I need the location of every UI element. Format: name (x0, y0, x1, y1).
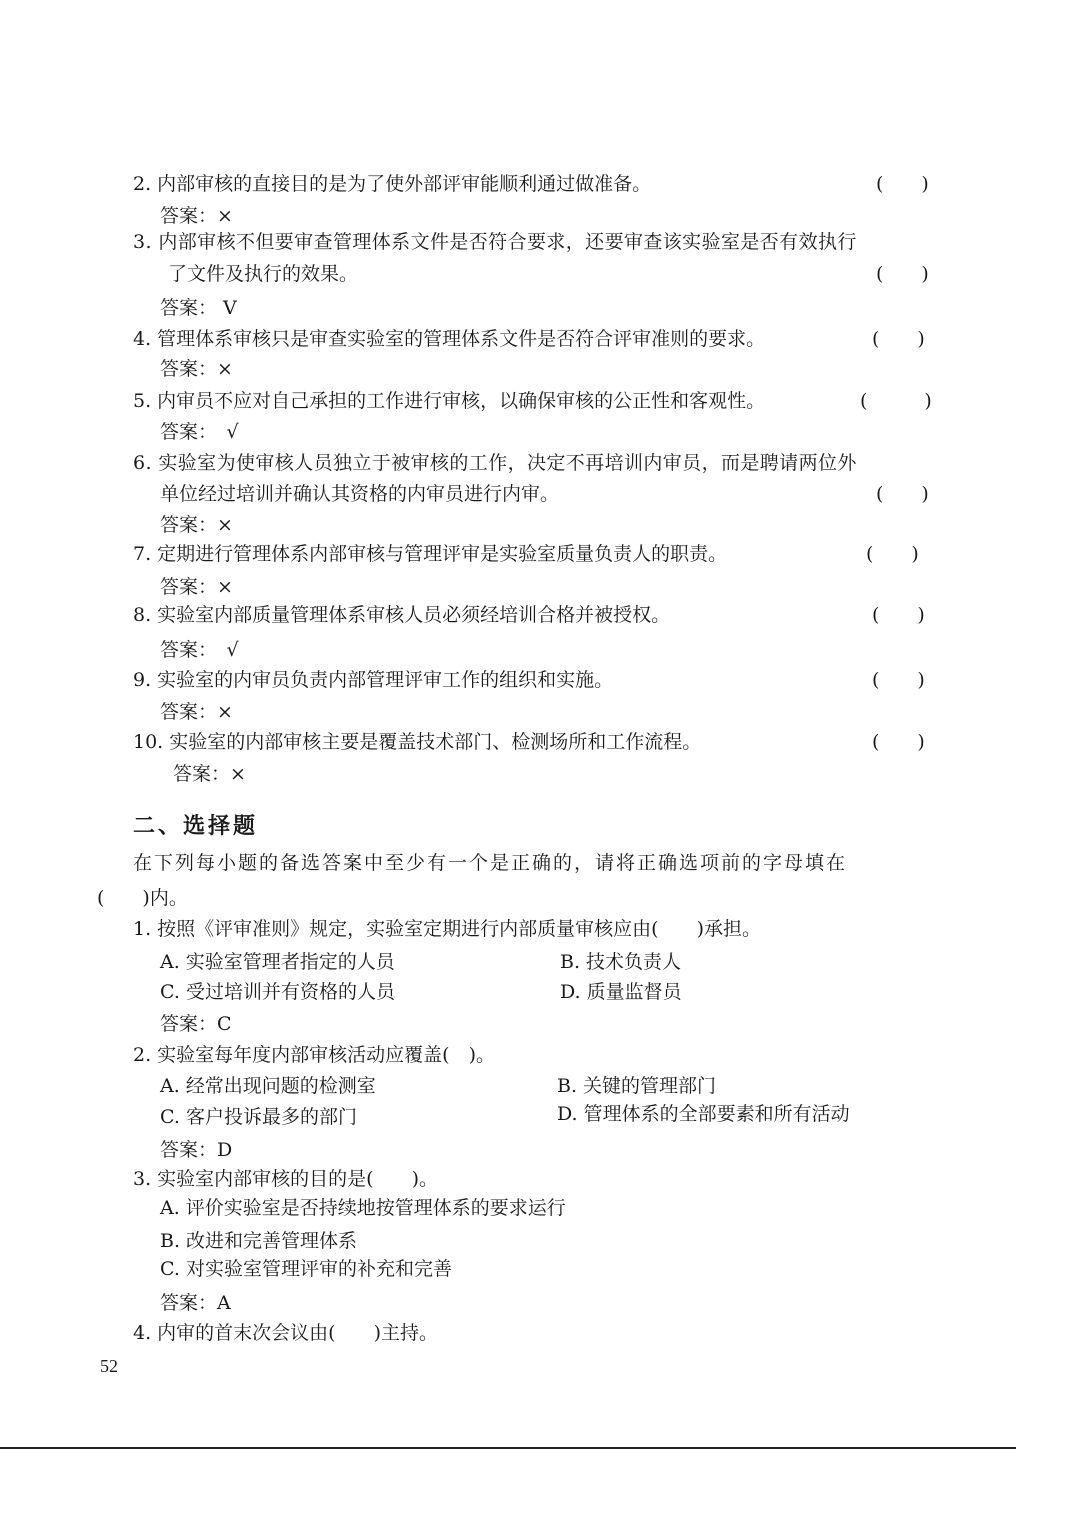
judgment-q7-paren: ( ) (866, 543, 919, 565)
choice-q3-option-b: B. 改进和完善管理体系 (160, 1230, 358, 1252)
choice-q2-option-b: B. 关键的管理部门 (557, 1075, 717, 1097)
judgment-q8-paren: ( ) (872, 604, 925, 626)
judgment-q4: 4. 管理体系审核只是审查实验室的管理体系文件是否符合评审准则的要求。 (133, 328, 766, 350)
choice-q1-option-b: B. 技术负责人 (560, 951, 682, 973)
judgment-q6-line1: 6. 实验室为使审核人员独立于被审核的工作，决定不再培训内审员，而是聘请两位外 (133, 452, 857, 474)
judgment-q3-line1: 3. 内部审核不但要审查管理体系文件是否符合要求，还要审查该实验室是否有效执行 (133, 231, 857, 253)
choice-q1-option-d: D. 质量监督员 (560, 981, 682, 1003)
choice-q4: 4. 内审的首末次会议由( )主持。 (133, 1322, 438, 1344)
judgment-q6-paren: ( ) (876, 483, 929, 505)
choice-q2: 2. 实验室每年度内部审核活动应覆盖( )。 (133, 1044, 495, 1066)
judgment-q8-answer: 答案： √ (160, 639, 239, 661)
page-number: 52 (100, 1356, 118, 1376)
judgment-q3-line2: 了文件及执行的效果。 (168, 263, 359, 285)
choice-q2-option-a: A. 经常出现问题的检测室 (160, 1075, 376, 1097)
choice-q3-option-c: C. 对实验室管理评审的补充和完善 (160, 1258, 452, 1280)
judgment-q8: 8. 实验室内部质量管理体系审核人员必须经培训合格并被授权。 (133, 604, 671, 626)
choice-q2-answer: 答案：D (160, 1139, 233, 1161)
judgment-q7-answer: 答案：× (160, 576, 233, 598)
judgment-q4-answer: 答案：× (160, 358, 233, 380)
judgment-q10: 10. 实验室的内部审核主要是覆盖技术部门、检测场所和工作流程。 (133, 731, 702, 753)
choice-q1-option-a: A. 实验室管理者指定的人员 (160, 951, 395, 973)
judgment-q4-paren: ( ) (872, 328, 925, 350)
judgment-q9-paren: ( ) (872, 669, 925, 691)
judgment-q5-answer: 答案： √ (160, 421, 239, 443)
judgment-q6-line2: 单位经过培训并确认其资格的内审员进行内审。 (160, 483, 560, 505)
judgment-q2-answer: 答案：× (160, 205, 233, 227)
choice-q3: 3. 实验室内部审核的目的是( )。 (133, 1168, 438, 1190)
judgment-q5: 5. 内审员不应对自己承担的工作进行审核，以确保审核的公正性和客观性。 (133, 390, 766, 412)
choice-q1: 1. 按照《评审准则》规定，实验室定期进行内部质量审核应由( )承担。 (133, 918, 761, 940)
judgment-q9-answer: 答案：× (160, 701, 233, 723)
choice-q2-option-c: C. 客户投诉最多的部门 (160, 1106, 357, 1128)
judgment-q10-answer: 答案：× (173, 763, 246, 785)
judgment-q3-answer: 答案： V (160, 297, 237, 319)
judgment-q10-paren: ( ) (872, 731, 925, 753)
choice-q2-option-d: D. 管理体系的全部要素和所有活动 (557, 1103, 850, 1125)
judgment-q9: 9. 实验室的内审员负责内部管理评审工作的组织和实施。 (133, 669, 614, 691)
judgment-q6-answer: 答案：× (160, 514, 233, 536)
choice-q3-answer: 答案：A (160, 1292, 231, 1314)
section-heading: 二、选择题 (133, 813, 259, 839)
choice-q1-option-c: C. 受过培训并有资格的人员 (160, 981, 395, 1003)
instruction-line1: 在下列每小题的备选答案中至少有一个是正确的，请将正确选项前的字母填在 (133, 852, 848, 874)
judgment-q5-paren: ( ) (860, 390, 932, 412)
judgment-q7: 7. 定期进行管理体系内部审核与管理评审是实验室质量负责人的职责。 (133, 543, 728, 565)
instruction-line2: ( )内。 (97, 887, 188, 909)
choice-q3-option-a: A. 评价实验室是否持续地按管理体系的要求运行 (160, 1197, 566, 1219)
footer-rule (0, 1447, 1016, 1449)
judgment-q2: 2. 内部审核的直接目的是为了使外部评审能顺利通过做准备。 (133, 173, 652, 195)
judgment-q3-paren: ( ) (876, 263, 929, 285)
judgment-q2-paren: ( ) (876, 173, 929, 195)
choice-q1-answer: 答案：C (160, 1013, 232, 1035)
